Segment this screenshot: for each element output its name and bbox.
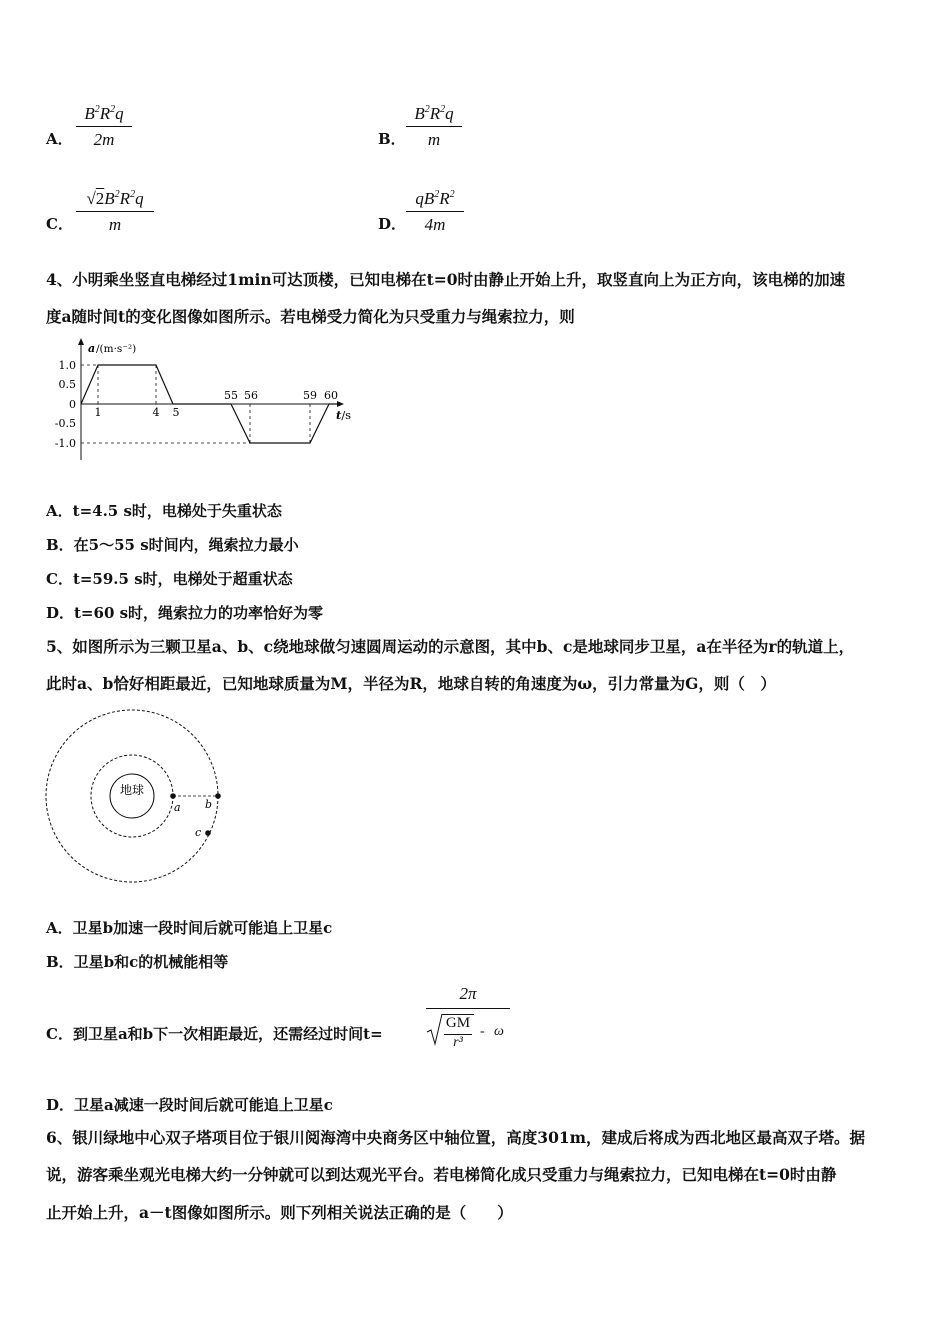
x-axis-label: t/s xyxy=(336,408,352,422)
q5-option-d: D．卫星a减速一段时间后就可能追上卫星c xyxy=(46,1096,333,1114)
q4-option-d: D．t=60 s时，绳索拉力的功率恰好为零 xyxy=(46,604,324,622)
acceleration-time-chart xyxy=(40,336,370,466)
y-axis-label: a xyxy=(88,342,96,355)
q5-option-c-formula xyxy=(426,984,512,1064)
option-a-label: A． xyxy=(46,130,73,148)
satellite-c xyxy=(205,830,211,836)
x-tick-5: 5 xyxy=(172,406,180,419)
q4-option-b: B．在5～55 s时间内，绳索拉力最小 xyxy=(46,536,299,554)
option-b-formula: $\frac{B^2R^2q}{m}$ xyxy=(406,104,462,150)
q4-line2: 度a随时间t的变化图像如图所示。若电梯受力简化为只受重力与绳索拉力，则 xyxy=(46,307,575,326)
x-tick-1: 1 xyxy=(94,406,102,419)
formula-gm: GM xyxy=(445,1015,471,1031)
option-d-formula: $\frac{qB^2R^2}{4m}$ xyxy=(406,189,464,235)
x-tick-60: 60 xyxy=(324,389,338,402)
label-a: a xyxy=(174,801,181,814)
y-tick-neg0.5: -0.5 xyxy=(54,417,76,430)
q5-option-a: A．卫星b加速一段时间后就可能追上卫星c xyxy=(46,919,333,937)
q4-option-a: A．t=4.5 s时，电梯处于失重状态 xyxy=(46,502,282,520)
y-tick-0: 0 xyxy=(69,398,76,411)
formula-r3: r³ xyxy=(453,1035,463,1050)
y-tick-0.5: 0.5 xyxy=(58,378,76,391)
satellite-a xyxy=(170,793,176,799)
q6-line1: 6、银川绿地中心双子塔项目位于银川阅海湾中央商务区中轴位置，高度301m，建成后将成为西北地区最高双子塔。据 xyxy=(46,1128,866,1147)
q5-line1: 5、如图所示为三颗卫星a、b、c绕地球做匀速圆周运动的示意图，其中b、c是地球同步卫星，a在半径为r的轨道上， xyxy=(46,637,855,656)
formula-numerator: 2π xyxy=(459,984,477,1003)
x-tick-56: 56 xyxy=(244,389,258,402)
q5-line2: 此时a、b恰好相距最近，已知地球质量为M，半径为R，地球自转的角速度为ω，引力常量为G，则（ ） xyxy=(46,674,776,693)
option-d-label: D． xyxy=(378,215,407,233)
x-tick-59: 59 xyxy=(303,389,317,402)
q5-option-c: C．到卫星a和b下一次相距最近，还需经过时间t= xyxy=(46,1025,383,1043)
formula-omega: ω xyxy=(494,1024,504,1039)
option-c-formula: $\frac{√2B^2R^2q}{m}$ xyxy=(76,189,154,235)
option-a-formula: $\frac{B^2R^2q}{2m}$ xyxy=(76,104,132,150)
option-b-label: B． xyxy=(378,130,406,148)
satellite-b xyxy=(215,793,221,799)
option-c-label: C． xyxy=(46,215,73,233)
q6-line2: 说，游客乘坐观光电梯大约一分钟就可以到达观光平台。若电梯简化成只受重力与绳索拉力，已知电梯在t=0时由静 xyxy=(46,1165,837,1184)
y-tick-1.0: 1.0 xyxy=(58,359,76,372)
q4-line1: 4、小明乘坐竖直电梯经过1min可达顶楼，已知电梯在t=0时由静止开始上升，取竖直向上为正方向，该电梯的加速 xyxy=(46,270,846,289)
label-c: c xyxy=(195,826,202,839)
svg-text:/(m·s⁻²): /(m·s⁻²) xyxy=(96,343,137,355)
y-axis-arrow xyxy=(78,338,84,345)
q4-option-c: C．t=59.5 s时，电梯处于超重状态 xyxy=(46,570,293,588)
formula-minus: - xyxy=(480,1024,485,1039)
q6-line3: 止开始上升，a－t图像如图所示。则下列相关说法正确的是（ ） xyxy=(46,1203,513,1222)
q5-option-b: B．卫星b和c的机械能相等 xyxy=(46,953,229,971)
earth-label: 地球 xyxy=(119,783,145,797)
satellite-orbit-diagram xyxy=(44,708,240,884)
x-tick-4: 4 xyxy=(152,406,160,419)
label-b: b xyxy=(205,798,213,811)
x-tick-55: 55 xyxy=(224,389,238,402)
y-tick-neg1.0: -1.0 xyxy=(54,437,76,450)
